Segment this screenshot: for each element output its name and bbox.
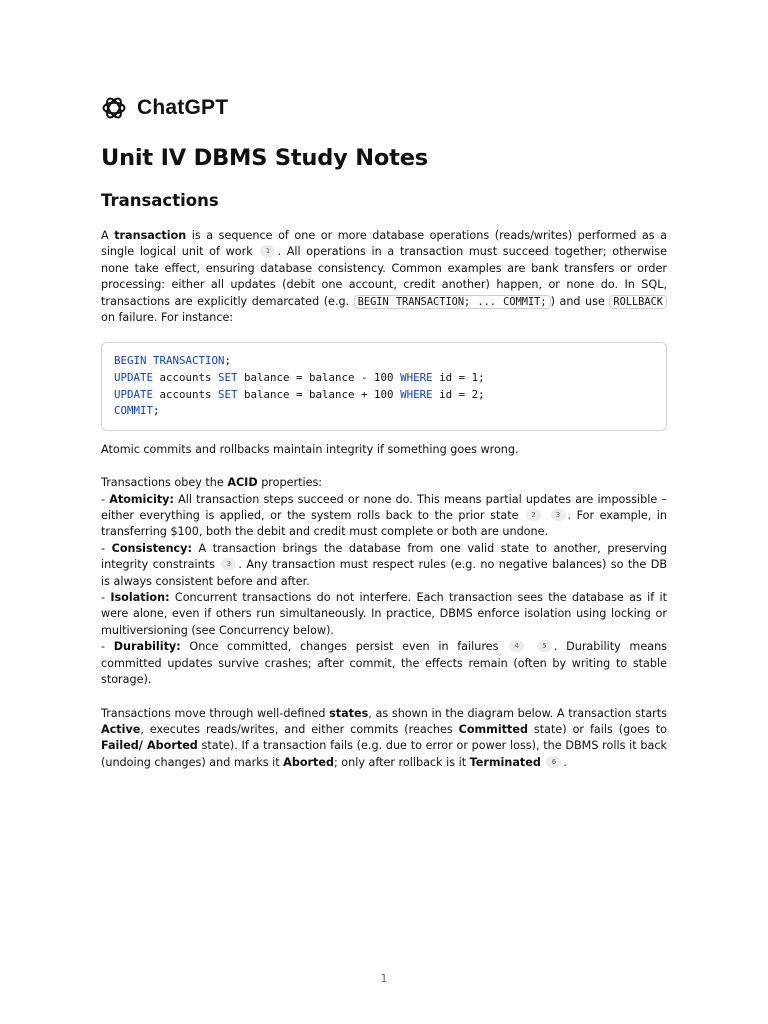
openai-logo-icon [101,95,127,121]
brand-header [101,93,667,123]
page-number: 1 [380,972,388,985]
transaction-paragraph: A transaction is a sequence of one or more database operations (reads/writes) performed as a single logical unit of work 1 . All operations in a transaction must succeed together; otherwise none take effect, ensuring database consistency. Common examples are bank transfers or order processing: either all updates (debit one account, credit another) happen, or none do. In SQL, transactions are explicitly demarcated (e.g. BEGIN TRANSACTION; ... COMMIT; ) and use ROLLBACK on failure. For instance: [101,229,667,325]
states-paragraph: Transactions move through well-defined states, as shown in the diagram below. A transaction starts Active, executes reads/writes, and either commits (reaches Committed state) or fails (goes to Failed/ Aborted state). If a transaction fails (e.g. due to error or power loss), the DBMS rolls it back (undoing changes) and marks it Aborted; only after rollback is it Terminated 6 . [101,706,668,769]
citation-badge[interactable]: 6 [546,756,561,768]
code-line: BEGIN TRANSACTION; [114,354,232,368]
atomic-commits-paragraph: Atomic commits and rollbacks maintain integrity if something goes wrong. [101,442,519,456]
code-line: COMMIT; [114,404,160,418]
citation-badge[interactable]: 1 [260,245,275,257]
document-page [101,93,667,771]
section-title: Transactions [101,191,219,210]
citation-badge[interactable]: 3 [221,558,236,570]
acid-paragraph: Transactions obey the ACID properties: - Atomicity: All transaction steps succeed or none do. This means partial updates are impossible – either everything is applied, or the system rolls back to the prior state 2 3 . For example, in transferring $100, both the debit and credit must complete or both are undone. - Consistency: A transaction brings the database from one valid state to another, preserving integrity constraints 3 . Any transaction must respect rules (e.g. no negative balances) so the DB is always consistent before and after. - Isolation: Concurrent transactions do not interfere. Each transaction sees the database as if it were alone, even if others run simultaneously. In practice, DBMS enforce isolation using locking or multiversioning (see Concurrency below). - Durability: Once committed, changes persist even in failures 4 5 . Durability means committed updates survive crashes; after commit, the effects remain (often by writing to stable storage). [101,476,667,687]
page-title: Unit IV DBMS Study Notes [101,145,428,171]
inline-code: ROLLBACK [609,295,667,309]
citation-badge[interactable]: 5 [537,640,552,652]
inline-code: BEGIN TRANSACTION; ... COMMIT; [354,295,551,309]
sql-code-block [101,342,667,430]
citation-badge[interactable]: 3 [551,509,566,521]
citation-badge[interactable]: 2 [526,509,541,521]
code-line: UPDATE accounts SET balance = balance - 100 WHERE id = 1; [114,371,485,385]
brand-name: ChatGPT [137,96,229,119]
code-line: UPDATE accounts SET balance = balance + 100 WHERE id = 2; [114,387,485,401]
citation-badge[interactable]: 4 [509,640,524,652]
